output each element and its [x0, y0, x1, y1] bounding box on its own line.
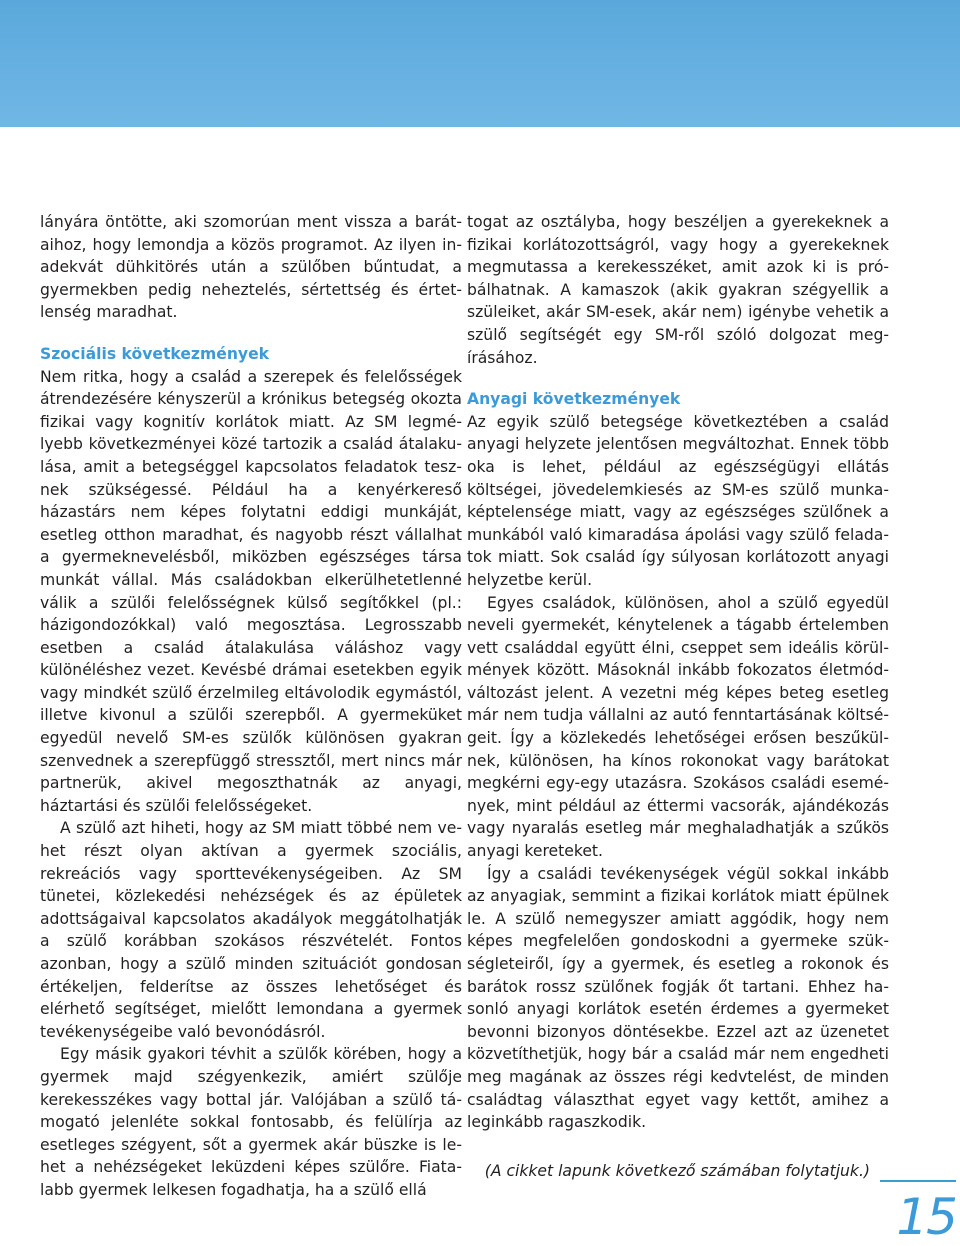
page-number-rule [880, 1180, 956, 1182]
paragraph: Egy másik gyakori tévhit a szülők körében, hogy a gyermek majd szégyenkezik, amiért szülője kerekesszékes vagy bottal jár. Valójában a szülő támogató jelenléte sokkal fontosabb, és felülírja az esetleges szégyent, sőt a gyermek akár büszke is lehet a nehézségeket leküzdeni képes szülőre. Fiatalabb gyermek lelkesen fogadhatja, ha a szülő ellá [40, 1045, 462, 1199]
paragraph: Nem ritka, hogy a család a szerepek és felelősségek átrendezésére kényszerül a krónikus betegség okozta fizikai vagy kognitív korlátok miatt. Az SM legmélyebb következményei közé tartozik a család átalakulása, amit a betegséggel kapcsolatos feladatok tesznek szükségessé. Például ha a kenyérkereső házastárs nem képes folytatni eddigi munkáját, esetleg otthon maradhat, és nagyobb részt vállalhat a gyermeknevelésből, miközben egészséges társa munkát vállal. Más családokban elkerülhetetlenné válik a szülői felelősségnek külső segítőkkel (pl.: házigondozókkal) való megosztása. Legrosszabb esetben a család átalakulása váláshoz vagy különéléshez vezet. Kevésbé drámai esetekben egyik vagy mindkét szülő érzelmileg eltávolodik egymástól, illetve kivonul a szülői szerepből. A gyermeküket egyedül nevelő SM-es szülők különösen gyakran szenvednek a szerepfüggő stressztől, mert nincs már partnerük, akivel megoszthatnák az anyagi, háztartási és szülői felelősségeket. [40, 367, 462, 815]
paragraph: togat az osztályba, hogy beszéljen a gyerekeknek a fizikai korlátozottságról, vagy hogy a gyerekeknek megmutassa a kerekesszéket, amit azok ki is próbálhatnak. A kamaszok (akik gyakran szégyellik a szüleiket, akár SM-esek, akár nem) igénybe vehetik a szülő segítségét egy SM-ről szóló dolgozat megírásához. [467, 213, 889, 367]
section-heading-financial: Anyagi következmények [467, 390, 681, 409]
paragraph: Így a családi tevékenységek végül sokkal inkább az anyagiak, semmint a fizikai korlátok miatt épülnek le. A szülő nemegyszer amiatt aggódik, hogy nem képes megfelelően gondoskodni a gyermeke szükségleteiről, így a gyermek, és esetleg a rokonok és barátok rossz szülőnek fogják őt tartani. Ehhez hasonló anyagi korlátok esetén érdemes a gyermeket bevonni bizonyos döntésekbe. Ezzel azt az üzenetet közvetíthetjük, hogy bár a család már nem engedheti meg magának az összes régi kedvtelést, de minden családtag választhat egyet vagy kettőt, amihez a leginkább ragaszkodik. [467, 864, 889, 1132]
section-heading-social: Szociális következmények [40, 344, 270, 363]
paragraph: Egyes családok, különösen, ahol a szülő egyedül neveli gyermekét, kénytelenek a tágabb értelemben vett családdal együtt élni, cseppet sem ideális körülmények között. Másoknál inkább fokozatos életmódváltozást jelent. A vezetni még képes beteg esetleg már nem tudja vállalni az autó fenntartásának költségeit. Így a közlekedés lehetőségei erősen beszűkülnek, különösen, ha kínos rokonokat vagy barátokat megkérni egy-egy utazásra. Szokásos családi események, mint például az éttermi vacsorák, ajándékozás vagy nyaralás esetleg már meghaladhatják a szűkös anyagi kereteket. [467, 593, 889, 861]
header-color-band [0, 0, 960, 127]
page-number: 15 [896, 1188, 956, 1246]
paragraph: lányára öntötte, aki szomorúan ment vissza a barátaihoz, hogy lemondja a közös programot. Az ilyen inadekvát dühkitörés után a szülőben bűntudat, a gyermekben pedig neheztelés, sértettség és értetlenség maradhat. [40, 213, 462, 322]
paragraph: A szülő azt hiheti, hogy az SM miatt többé nem vehet részt olyan aktívan a gyermek szociális, rekreációs vagy sporttevékenységeiben. Az SM tünetei, közlekedési nehézségek és az épületek adottságaival kapcsolatos akadályok meggátolhatják a szülő korábban szokásos részvételét. Fontos azonban, hogy a szülő minden szituációt gondosan értékeljen, felderítse az összes lehetőséget és elérhető segítséget, mielőtt lemondana a gyermek tevékenységeibe való bevonódásról. [40, 819, 462, 1041]
right-column [467, 211, 889, 1134]
continued-note: (A cikket lapunk következő számában folytatjuk.) [484, 1162, 870, 1180]
left-column [40, 211, 462, 1202]
paragraph: Az egyik szülő betegsége következtében a család anyagi helyzete jelentősen megváltozhat. Ennek több oka is lehet, például az egészségügyi ellátás költségei, jövedelemkiesés az SM-es szülő munkaképtelensége miatt, vagy az egészséges szülőnek a munkából való kimaradása ápolási vagy szülő feladatok miatt. Sok család így súlyosan korlátozott anyagi helyzetbe kerül. [467, 412, 889, 589]
